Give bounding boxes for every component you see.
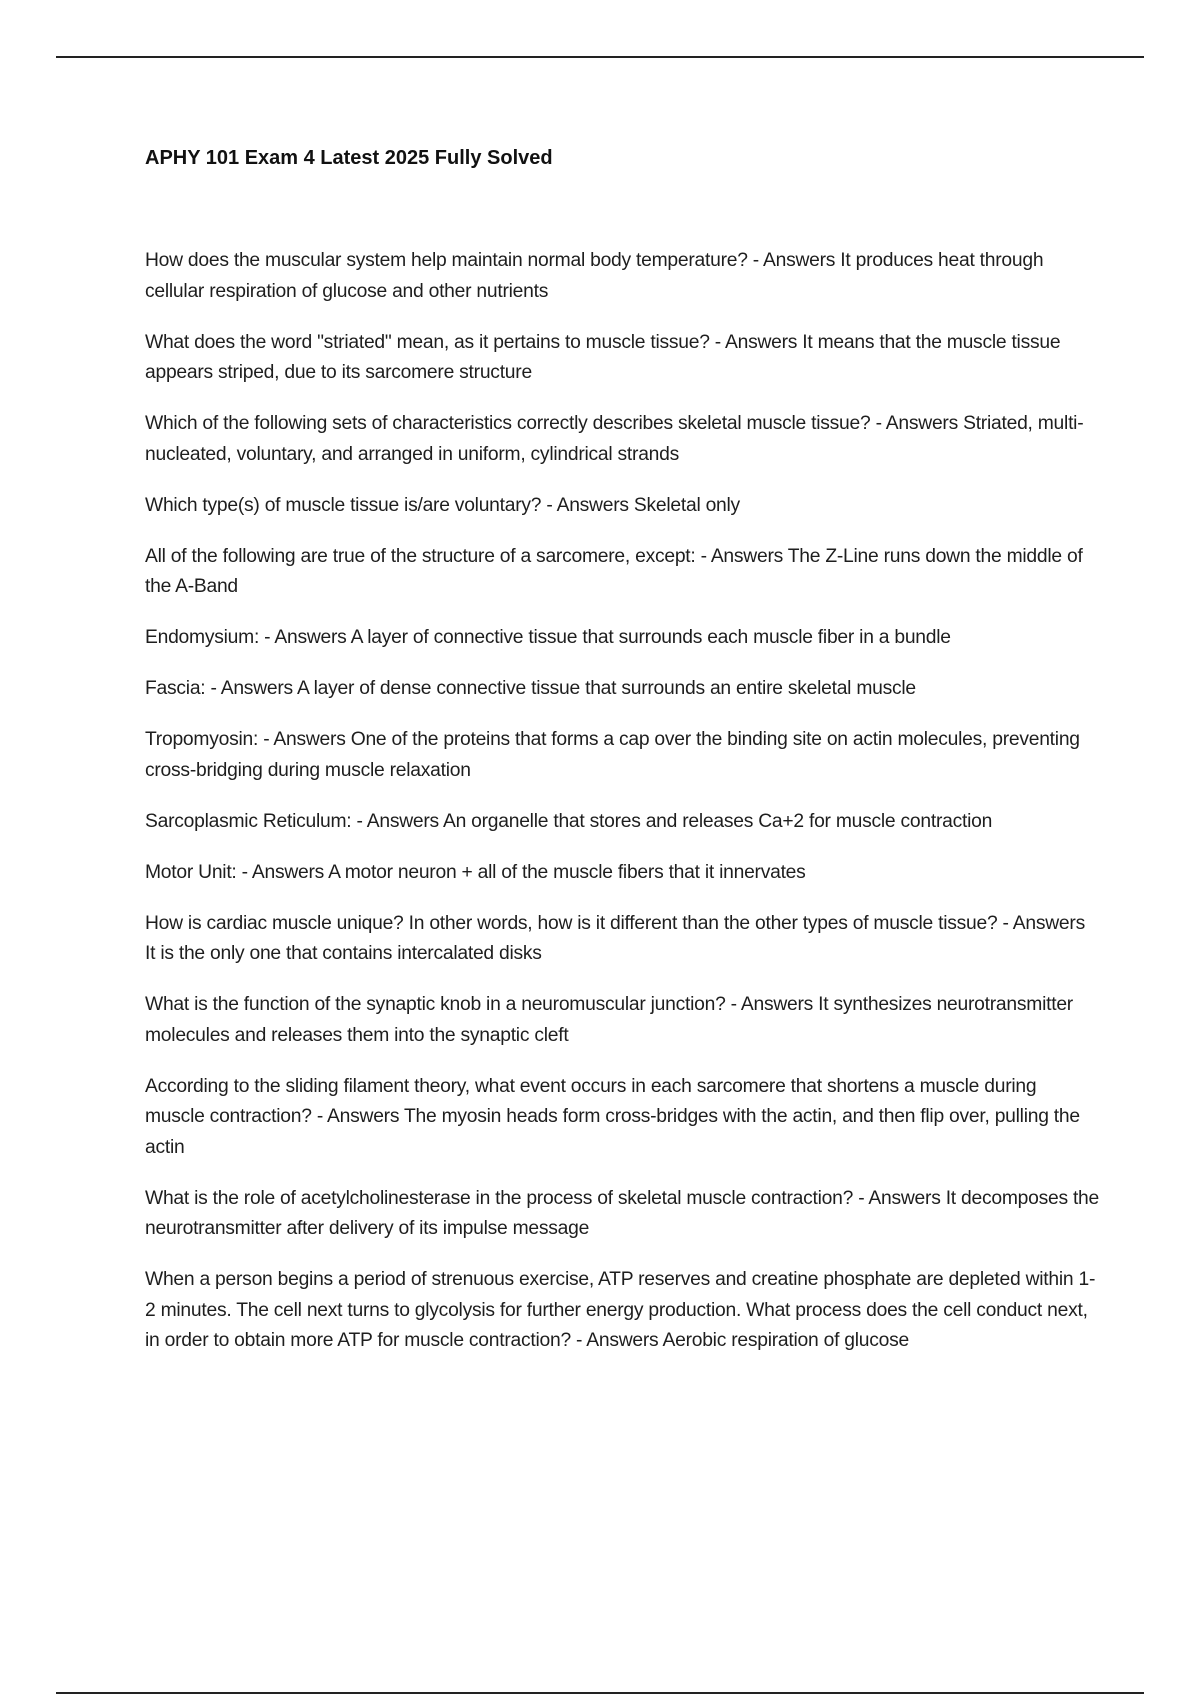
qa-item: Tropomyosin: - Answers One of the proteins that forms a cap over the binding site on actin molecules, preventing cross-bridging during muscle relaxation <box>145 729 1080 781</box>
qa-item: Endomysium: - Answers A layer of connective tissue that surrounds each muscle fiber in a bundle <box>145 627 951 648</box>
qa-item: How does the muscular system help maintain normal body temperature? - Answers It produces heat through cellular respiration of glucose and other nutrients <box>145 250 1044 302</box>
qa-item: All of the following are true of the structure of a sarcomere, except: - Answers The Z-Line runs down the middle of the A-Band <box>145 545 1083 597</box>
qa-item: When a person begins a period of strenuous exercise, ATP reserves and creatine phosphate are depleted within 1-2 minutes. The cell next turns to glycolysis for further energy production. What process does the cell conduct next, in order to obtain more ATP for muscle contraction? - Answers Aerobic respiration of glucose <box>145 1269 1096 1351</box>
document-title: APHY 101 Exam 4 Latest 2025 Fully Solved <box>145 147 553 169</box>
qa-list <box>145 246 1100 1377</box>
qa-item: According to the sliding filament theory, what event occurs in each sarcomere that shortens a muscle during muscle contraction? - Answers The myosin heads form cross-bridges with the actin, and then flip over, pulling the actin <box>145 1075 1080 1158</box>
qa-item: Motor Unit: - Answers A motor neuron + all of the muscle fibers that it innervates <box>145 861 806 883</box>
footer-rule <box>56 1692 1144 1694</box>
qa-item: Fascia: - Answers A layer of dense connective tissue that surrounds an entire skeletal muscle <box>145 678 916 699</box>
qa-item: Which type(s) of muscle tissue is/are voluntary? - Answers Skeletal only <box>145 494 740 516</box>
qa-item: Sarcoplasmic Reticulum: - Answers An organelle that stores and releases Ca+2 for muscle contraction <box>145 810 993 832</box>
qa-item: What is the function of the synaptic knob in a neuromuscular junction? - Answers It synthesizes neurotransmitter molecules and releases them into the synaptic cleft <box>145 994 1073 1046</box>
qa-item: How is cardiac muscle unique? In other words, how is it different than the other types of muscle tissue? - Answers It is the only one that contains intercalated disks <box>145 912 1085 964</box>
header-rule <box>56 56 1144 58</box>
qa-item: Which of the following sets of characteristics correctly describes skeletal muscle tissue? - Answers Striated, multi-nucleated, voluntary, and arranged in uniform, cylindrical strands <box>145 413 1084 465</box>
qa-item: What does the word "striated" mean, as it pertains to muscle tissue? - Answers It means that the muscle tissue appears striped, due to its sarcomere structure <box>145 331 1061 383</box>
qa-item: What is the role of acetylcholinesterase in the process of skeletal muscle contraction? - Answers It decomposes the neurotransmitter after delivery of its impulse message <box>145 1187 1100 1239</box>
